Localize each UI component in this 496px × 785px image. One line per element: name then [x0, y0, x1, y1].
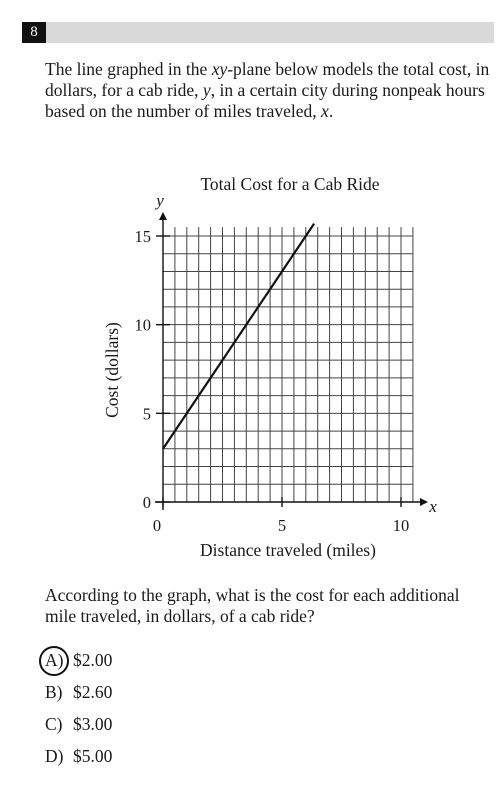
prompt-var-y: y [202, 80, 211, 100]
x-tick-label: 0 [152, 516, 162, 535]
x-axis-arrow [420, 498, 428, 506]
question-number: 8 [22, 22, 46, 43]
x-tick-label: 5 [277, 516, 287, 535]
prompt-text-3: , in a certain city during nonpeak hours based on the number of miles traveled, [45, 80, 485, 121]
y-tick-label: 15 [134, 227, 151, 246]
y-tick-label: 0 [142, 493, 151, 512]
prompt-var-x: x [321, 101, 329, 121]
x-axis-variable: x [429, 497, 437, 516]
y-tick-label: 5 [142, 404, 151, 424]
choice-b-value: $2.60 [73, 682, 113, 702]
y-axis-label: Cost (dollars) [102, 322, 122, 418]
choice-d-letter: D) [45, 746, 64, 766]
y-axis-variable: y [156, 191, 164, 210]
x-axis-label: Distance traveled (miles) [200, 540, 376, 560]
selected-choice-circle [39, 646, 69, 676]
data-series [163, 224, 314, 449]
grid [163, 227, 413, 502]
choice-d-value: $5.00 [73, 746, 113, 766]
cost-line [163, 224, 314, 449]
choice-c-value: $3.00 [73, 714, 113, 734]
prompt-text-4: . [328, 101, 334, 121]
choice-a[interactable] [45, 650, 112, 671]
choice-a-value: $2.00 [73, 650, 113, 670]
y-tick-label: 10 [134, 315, 151, 335]
prompt-var-xy: xy [211, 59, 228, 79]
choice-b[interactable] [45, 682, 112, 703]
prompt-text-2: -plane below models the total cost, in dollars, for a cab ride, [45, 59, 490, 100]
chart-title: Total Cost for a Cab Ride [200, 174, 380, 194]
prompt-text-1: The line graphed in the [45, 59, 212, 79]
choice-a-letter: A) [45, 650, 73, 671]
question-text: According to the graph, what is the cost for each additional mile traveled, in dollars, of a cab ride? [45, 585, 460, 626]
choice-d[interactable] [45, 746, 112, 767]
choice-b-letter: B) [45, 682, 63, 702]
choice-c-letter: C) [45, 714, 63, 734]
tick-labels [135, 227, 410, 535]
choice-c[interactable] [45, 714, 112, 735]
x-tick-label: 10 [392, 516, 410, 535]
y-axis-arrow [159, 212, 167, 220]
